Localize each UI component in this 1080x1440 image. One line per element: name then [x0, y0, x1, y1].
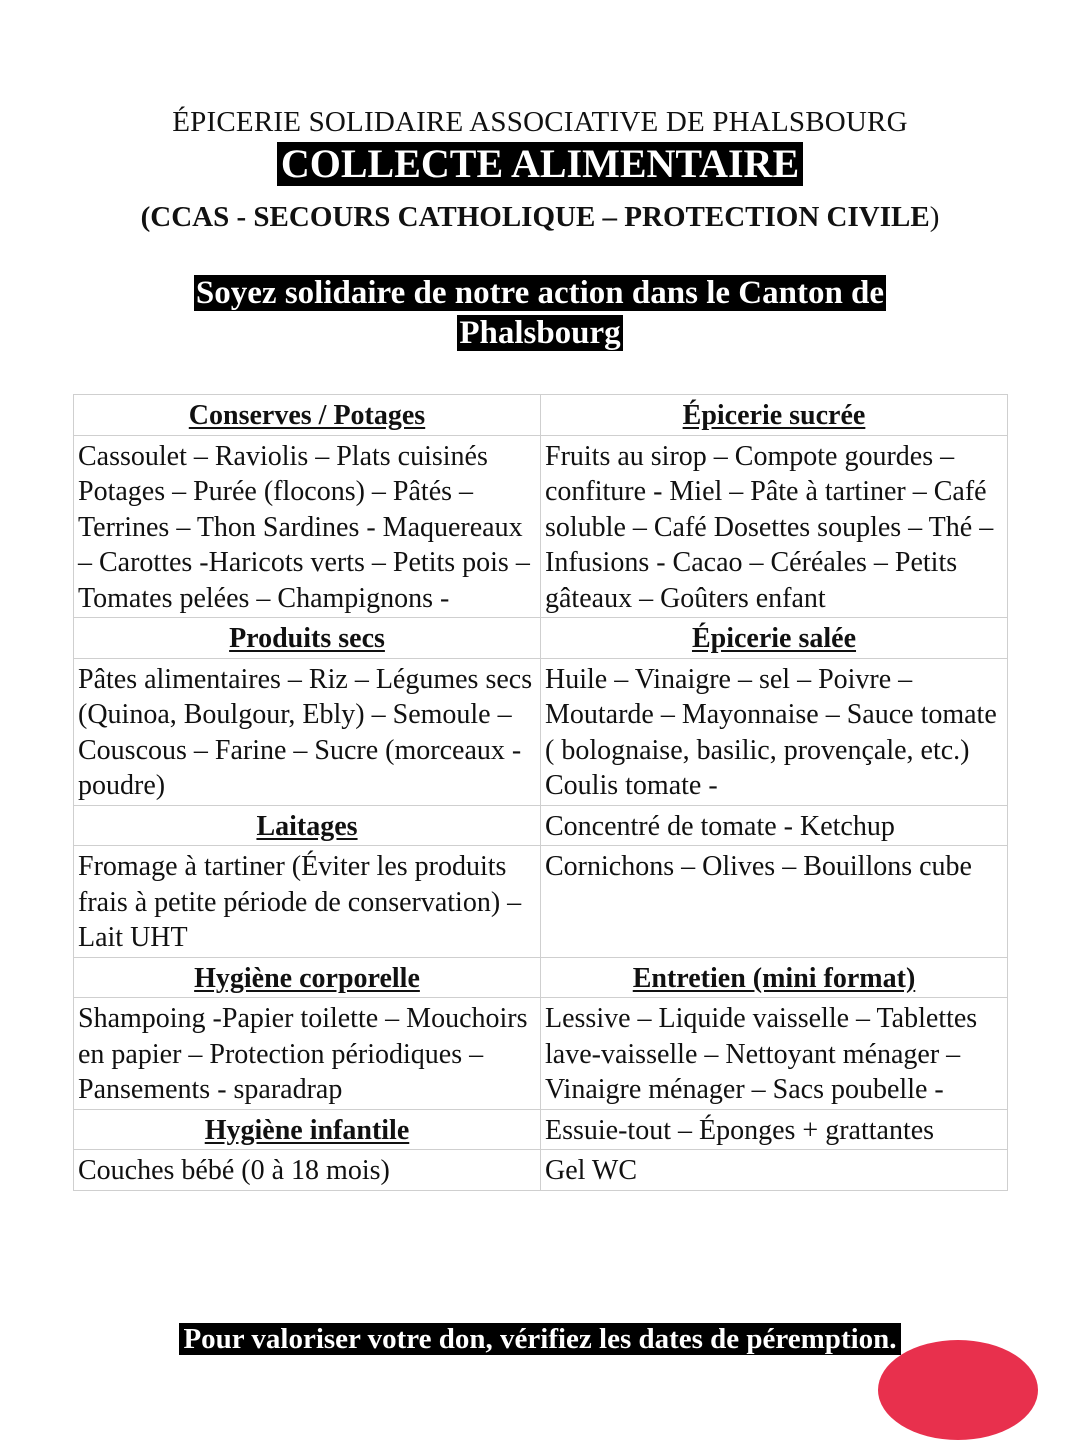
category-items: Pâtes alimentaires – Riz – Légumes secs (Quinoa, Boulgour, Ebly) – Semoule – Couscous – Farine – Sucre (morceaux - poudre) — [74, 658, 541, 805]
corner-decoration — [878, 1340, 1038, 1440]
category-items: Huile – Vinaigre – sel – Poivre – Moutarde – Mayonnaise – Sauce tomate ( bolognaise, basilic, provençale, etc.) Coulis tomate - — [541, 658, 1008, 805]
table-row — [74, 998, 1008, 1110]
category-heading: Épicerie sucrée — [541, 395, 1008, 436]
category-items: Cassoulet – Raviolis – Plats cuisinés Potages – Purée (flocons) – Pâtés – Terrines – Thon Sardines - Maquereaux – Carottes -Haricots verts – Petits pois – Tomates pelées – Champignons - — [74, 435, 541, 618]
category-heading: Hygiène corporelle — [74, 957, 541, 998]
category-items: Cornichons – Olives – Bouillons cube — [541, 846, 1008, 958]
footer-text: Pour valoriser votre don, vérifiez les dates de péremption. — [179, 1323, 900, 1355]
category-heading: Conserves / Potages — [74, 395, 541, 436]
category-items: Shampoing -Papier toilette – Mouchoirs en papier – Protection périodiques – Pansements - sparadrap — [74, 998, 541, 1110]
category-heading: Épicerie salée — [541, 618, 1008, 659]
table-row — [74, 618, 1008, 659]
table-row — [74, 658, 1008, 805]
table-row — [74, 1109, 1008, 1150]
partners-line — [0, 197, 1080, 237]
category-items: Couches bébé (0 à 18 mois) — [74, 1150, 541, 1191]
category-items: Gel WC — [541, 1150, 1008, 1191]
category-items: Essuie-tout – Éponges + grattantes — [541, 1109, 1008, 1150]
category-heading: Entretien (mini format) — [541, 957, 1008, 998]
partners-text: (CCAS - SECOURS CATHOLIQUE – PROTECTION CIVILE — [140, 201, 930, 233]
category-items: Fruits au sirop – Compote gourdes – confiture - Miel – Pâte à tartiner – Café soluble – Café Dosettes souples – Thé – Infusions - Cacao – Céréales – Petits gâteaux – Goûters enfant — [541, 435, 1008, 618]
collecte-title: COLLECTE ALIMENTAIRE — [277, 142, 803, 186]
donation-items-table — [73, 394, 1008, 1191]
organization-name: ÉPICERIE SOLIDAIRE ASSOCIATIVE DE PHALSBOURG — [172, 106, 908, 138]
slogan — [150, 273, 930, 353]
table-row — [74, 805, 1008, 846]
table-row — [74, 435, 1008, 618]
table-row — [74, 1150, 1008, 1191]
category-items: Fromage à tartiner (Éviter les produits frais à petite période de conservation) – Lait UHT — [74, 846, 541, 958]
document-header — [0, 104, 1080, 237]
slogan-text: Soyez solidaire de notre action dans le Canton de Phalsbourg — [195, 275, 885, 351]
table-row — [74, 395, 1008, 436]
category-heading: Laitages — [74, 805, 541, 846]
category-items: Lessive – Liquide vaisselle – Tablettes lave-vaisselle – Nettoyant ménager – Vinaigre ménager – Sacs poubelle - — [541, 998, 1008, 1110]
category-items: Concentré de tomate - Ketchup — [541, 805, 1008, 846]
partners-close-paren: ) — [929, 201, 940, 233]
category-heading: Hygiène infantile — [74, 1109, 541, 1150]
table-row — [74, 957, 1008, 998]
title-wrapper — [0, 142, 1080, 195]
table-row — [74, 846, 1008, 958]
category-heading: Produits secs — [74, 618, 541, 659]
